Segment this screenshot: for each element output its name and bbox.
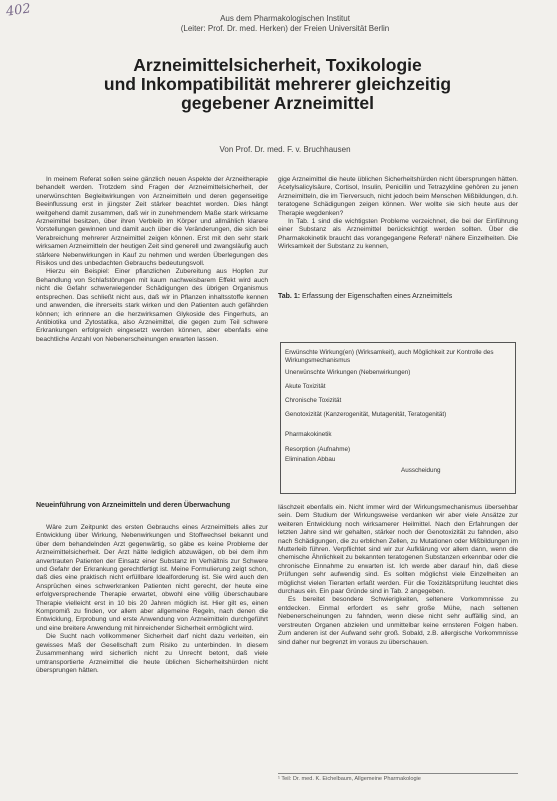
properties-table [280,342,516,494]
table-row: Resorption (Aufnahme) [285,446,351,453]
article-title [40,56,515,113]
institute-line-2: (Leiter: Prof. Dr. med. Herken) der Freien Universität Berlin [180,24,390,33]
title-line-2: und Inkompatibilität mehrerer gleichzeitig [103,74,452,94]
right-column-top [278,176,518,284]
right-paragraph: Es bereitet besondere Schwierigkeiten, seltenere Vorkommnisse zu entdecken. Einmal erfordert es sehr große Mühe, nach seltenen Nebenerscheinungen zu fahnden, wenn diese nicht sehr auffällig sind, an verstreuten Organen abzielen und unmittelbar keine ernsteren Folgen haben. Zum anderen ist der Aufwand sehr groß. Sobald, z.B. allergische Vorkommnisse sind daher nur begrenzt im voraus zu überschauen. [278,596,518,646]
institute-header [140,14,430,34]
right-paragraph: Iäschzeit ebenfalls ein. Nicht immer wird der Wirkungsmechanismus übersehbar sein. Dem Studium der Wirkungsweise verdanken wir aber viele Ansätze zur weiteren Entwicklung noch wirksamerer Heilmittel. Nach den Erfahrungen der letzten Jahre sind wir gehalten, stärker noch der Genotoxizität zu fahnden, also nach Schädigungen, die zu erblichen Zellen, zu Mutationen oder Mißbildungen im Mutterleib führen. Verpflichtet sind wir zur Aufklärung vor allem dann, wenn die chemische Ähnlichkeit zu bekannten teratogenen Substanzen erkennbar oder die chronische Einnahme zu erwarten ist. Ich werde aber darauf hin, daß diese Prüfungen sehr aufwendig sind. Es sollten möglichst viele Einzelheiten an möglichst vielen Tierarten erfaßt werden. Für die Toxizitätsprüfung leuchtet dies durchaus ein. Ein paar Gründe sind in Tab. 2 angegeben. [278,504,518,596]
right-column-bottom [278,504,518,762]
left-column-section [36,524,268,778]
author-line: Von Prof. Dr. med. F. v. Bruchhausen [219,145,351,154]
section-paragraph: Die Sucht nach vollkommener Sicherheit darf nicht dazu verleiten, ein gewisses Maß der Gesellschaft zum Risiko zu unterbinden. In diesem Zusammenhang wird sicherlich nicht zu Unrecht betont, daß viele umtransportierte Arzneimittel die heute üblichen Sicherheitshürden nicht übersprungen hätten. [36,633,268,674]
title-line-1: Arzneimittelsicherheit, Toxikologie [133,55,422,75]
table-row: Erwünschte Wirkung(en) (Wirksamkeit), auch Möglichkeit zur Kontrolle des Wirkungsmechanismus [285,349,494,364]
table-row: Chronische Toxizität [285,397,342,404]
intro-paragraph: Hierzu ein Beispiel: Einer pflanzlichen Zubereitung aus Hopfen zur Behandlung von Schlafstörungen mit kaum nachweisbarem Effekt wird auch nicht die Gefahr schwerwiegender Schädigungen des übrigen Organismus entsprechen. Das schließt nicht aus, daß wir in Pflanzen inhaltsstoffe kennen und anwenden, die ihrerseits stark wirken und den Patienten auch gefährden können; ich erinnere an die herzwirksamen Glykoside des Fingerhuts, an Antibiotika und Zytostatika, also Arzneimittel, die gegen zum Teil schwere Erkrankungen erfolgreich eingesetzt werden können, aber ebenfalls eine beachtliche Anzahl von Nebenerscheinungen erwarten lassen. [36,268,268,343]
right-paragraph: gige Arzneimittel die heute üblichen Sicherheitshürden nicht übersprungen hätten. Acetylsalicylsäure, Cortisol, Insulin, Penicillin und Tetrazykline gehören zu jenen Arzneimitteln, die im Tierversuch, nicht jedoch beim Menschen Mißbildungen, d.h. teratogene Schädigungen zeigen können. Wer wollte sie sich heute aus der Therapie wegdenken? [278,176,518,217]
intro-paragraph: In meinem Referat sollen seine gänzlich neuen Aspekte der Arzneitherapie behandelt werden. Trotzdem sind Fragen der Arzneimittelsicherheit, der unerwünschten Begleitwirkungen von Arzneimitteln und deren gegenseitige Beeinflussung erst in jüngster Zeit stärker beachtet worden. Dies hängt weitgehend damit zusammen, daß wir in zunehmendem Maße stark wirksame Arzneimittel besitzen, über ihren Verbleib im Körper und allmählich klarere Vorstellungen gewinnen und damit auch über die Veränderungen, die sich bei Verabreichung mehrerer Arzneimittel zeigen können. Erst mit den sehr stark wirksamen Arzneimitteln der heutigen Zeit sind generell und zwangsläufig auch stärkere Nebenwirkungen in Kauf zu nehmen und werden Überlegungen des Risikos und des unbedachten Gebrauchs bedeutungsvoll. [36,176,268,268]
table-row: Elimination Abbau [285,456,336,463]
table-row: Pharmakokinetik [285,431,332,438]
title-line-3: gegebener Arzneimittel [181,93,374,113]
left-column-intro [36,176,268,490]
section-paragraph: Wäre zum Zeitpunkt des ersten Gebrauchs eines Arzneimittels alles zur Entwicklung über Wirkung, Nebenwirkungen und Stoffwechsel bekannt und über dem behandelnden Arzt gegenwärtig, so gäbe es keine Probleme der Arzneimittelsicherheit. Der Arzt hätte lediglich abzuwägen, ob bei dem ihm anvertrauten Patienten der Einsatz einer Substanz im Verhältnis zur Schwere und Gefahr der Erkrankung gerechtfertigt ist. Meine Formulierung zeigt schon, daß dies eine praktisch nicht erfüllbare Idealforderung ist. Sie wird auch den Ansprüchen eines schwerkranken Patienten nicht gerecht, der heute eine erfolgversprechende Therapie erwartet, obwohl eine völlig überschaubare Therapie vielleicht erst in 10 bis 20 Jahren möglich ist. Hier gilt es, einen Kompromiß zu finden, vor allem aber allgemeine Regeln, nach denen die Entwicklung, Erprobung und erste Anwendung von Arzneimitteln durchgeführt und eine breitere Anwendung mit hinreichender Sicherheit ermöglicht wird. [36,524,268,632]
table-caption-text: Erfassung der Eigenschaften eines Arzneimittels [302,293,453,300]
institute-line-1: Aus dem Pharmakologischen Institut [220,14,350,23]
table-caption-label: Tab. 1: [278,293,301,300]
footnote: ¹ Teil: Dr. med. K. Eichelbaum, Allgemeine Pharmakologie [278,773,518,782]
section-heading: Neueinführung von Arzneimitteln und deren Überwachung [36,502,231,509]
table-row: Ausscheidung [401,467,441,474]
right-paragraph: In Tab. 1 sind die wichtigsten Probleme verzeichnet, die bei der Einführung einer Substanz als Arzneimittel berücksichtigt werden sollten. Über die Pharmakokinetik braucht das vorangegangene Referat¹ nähere Einzelheiten. Die Wirksamkeit der Substanz zu kennen, [278,218,518,251]
table-caption [278,293,518,300]
page-number: 402 [5,1,32,20]
table-row: Genotoxizität (Kanzerogenität, Mutagenität, Teratogenität) [285,411,447,418]
table-row: Akute Toxizität [285,383,326,390]
table-row: Unerwünschte Wirkungen (Nebenwirkungen) [285,369,411,376]
